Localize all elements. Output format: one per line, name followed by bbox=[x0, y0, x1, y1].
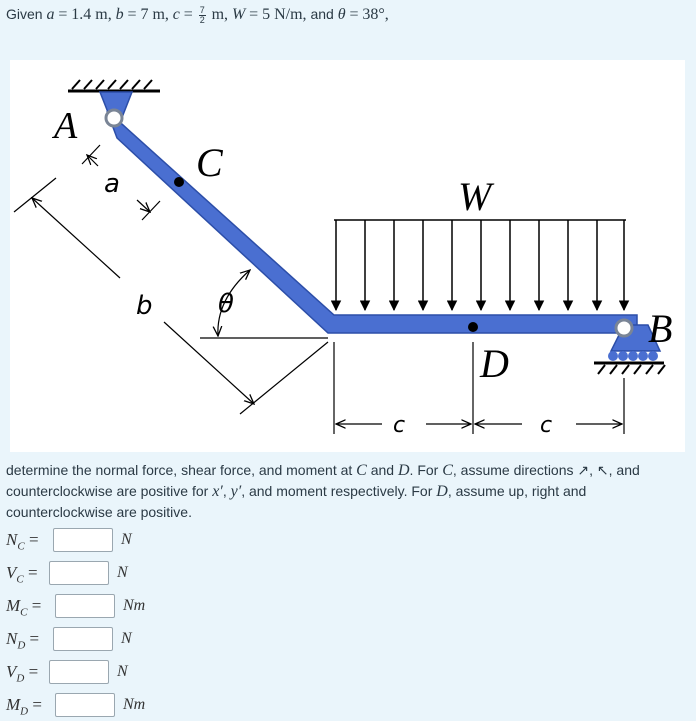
b-symbol: b bbox=[115, 6, 124, 24]
answer-symbol: M bbox=[6, 695, 21, 714]
answer-subscript: C bbox=[16, 573, 24, 586]
problem-d: D bbox=[397, 462, 410, 479]
answer-subscript: D bbox=[17, 639, 26, 652]
problem-and: and bbox=[370, 462, 395, 478]
and-word: and bbox=[310, 6, 334, 23]
a-value: 1.4 m, bbox=[71, 6, 112, 24]
answer-symbol: N bbox=[6, 530, 18, 549]
vd-unit: N bbox=[117, 663, 128, 680]
nc-input[interactable] bbox=[53, 528, 113, 552]
answer-equals: = bbox=[31, 596, 42, 615]
label-a-point: A bbox=[54, 105, 78, 147]
answer-symbol: V bbox=[6, 662, 17, 681]
problem-text-1: determine the normal force, shear force, and moment at bbox=[6, 462, 353, 478]
label-c2: c bbox=[540, 413, 553, 438]
answer-equals: = bbox=[32, 695, 42, 714]
problem-statement bbox=[6, 460, 690, 523]
b-value: 7 m, bbox=[140, 6, 169, 24]
c-symbol: c bbox=[172, 6, 180, 24]
answer-subscript: D bbox=[16, 672, 25, 685]
answer-label-md bbox=[6, 695, 42, 717]
mc-unit: Nm bbox=[123, 597, 146, 614]
problem-comma: , bbox=[222, 483, 227, 499]
equals-sign: = bbox=[249, 6, 259, 24]
w-symbol: W bbox=[231, 6, 246, 24]
point-c bbox=[174, 177, 184, 187]
given-prefix: Given bbox=[6, 6, 43, 23]
answer-symbol: N bbox=[6, 629, 18, 648]
theta-symbol: θ bbox=[337, 6, 346, 24]
equals-sign: = bbox=[183, 6, 193, 24]
answer-symbol: V bbox=[6, 563, 17, 582]
label-c1: c bbox=[393, 413, 406, 438]
label-a-dim: a bbox=[104, 169, 120, 199]
label-theta: θ bbox=[218, 289, 234, 319]
nd-input[interactable] bbox=[53, 627, 113, 651]
answer-equals: = bbox=[29, 629, 40, 648]
dimension-b bbox=[14, 178, 328, 414]
answer-subscript: C bbox=[20, 606, 28, 619]
md-unit: Nm bbox=[123, 696, 146, 713]
equals-sign: = bbox=[127, 6, 137, 24]
beam bbox=[107, 111, 637, 333]
answer-label-nd bbox=[6, 629, 39, 651]
answer-subscript: D bbox=[20, 705, 29, 718]
answer-subscript: C bbox=[17, 540, 25, 553]
vc-unit: N bbox=[117, 564, 128, 581]
answer-equals: = bbox=[27, 563, 38, 582]
label-b-point: B bbox=[648, 306, 673, 351]
label-w: W bbox=[458, 174, 492, 219]
answer-symbol: M bbox=[6, 596, 21, 615]
problem-x-prime: x′ bbox=[212, 483, 223, 500]
c-fraction bbox=[199, 6, 206, 25]
a-symbol: a bbox=[46, 6, 55, 24]
nc-unit: N bbox=[121, 531, 132, 548]
c-unit: m, bbox=[211, 6, 229, 24]
vc-input[interactable] bbox=[49, 561, 109, 585]
problem-text-4: , and moment respectively. For bbox=[241, 483, 433, 499]
distributed-load bbox=[334, 220, 626, 310]
beam-diagram bbox=[10, 60, 685, 452]
answer-label-vd bbox=[6, 662, 38, 684]
mc-input[interactable] bbox=[55, 594, 115, 618]
w-value: 5 N/m, bbox=[262, 6, 307, 24]
given-statement bbox=[6, 6, 389, 25]
problem-y-prime: y′ bbox=[230, 483, 242, 500]
theta-value: 38°, bbox=[362, 6, 389, 24]
answer-label-nc bbox=[6, 530, 39, 552]
problem-text-3: , assume directions ↗, ↖, and counterclockwise are positive for bbox=[6, 462, 640, 499]
answer-equals: = bbox=[28, 662, 39, 681]
answer-label-mc bbox=[6, 596, 41, 618]
vd-input[interactable] bbox=[49, 660, 109, 684]
problem-c: C bbox=[356, 462, 367, 479]
problem-text-5: , assume up, right and counterclockwise are positive. bbox=[6, 483, 587, 520]
md-input[interactable] bbox=[55, 693, 115, 717]
label-b-dim: b bbox=[136, 291, 153, 321]
support-a-ground bbox=[68, 80, 160, 91]
equals-sign: = bbox=[58, 6, 68, 24]
label-d-point: D bbox=[480, 341, 509, 386]
answer-label-vc bbox=[6, 563, 38, 585]
problem-d-2: D bbox=[436, 483, 448, 500]
problem-text-2: . For bbox=[409, 462, 439, 478]
beam-diagram-svg bbox=[10, 60, 685, 452]
point-d bbox=[468, 322, 478, 332]
c-numerator: 7 bbox=[199, 5, 205, 15]
pin-b bbox=[616, 320, 632, 336]
nd-unit: N bbox=[121, 630, 132, 647]
dimension-c bbox=[334, 342, 624, 434]
c-denominator: 2 bbox=[199, 15, 205, 25]
label-c-point: C bbox=[196, 140, 223, 185]
answer-equals: = bbox=[28, 530, 39, 549]
problem-c-2: C bbox=[442, 462, 453, 479]
equals-sign: = bbox=[349, 6, 359, 24]
pin-a bbox=[106, 110, 122, 126]
